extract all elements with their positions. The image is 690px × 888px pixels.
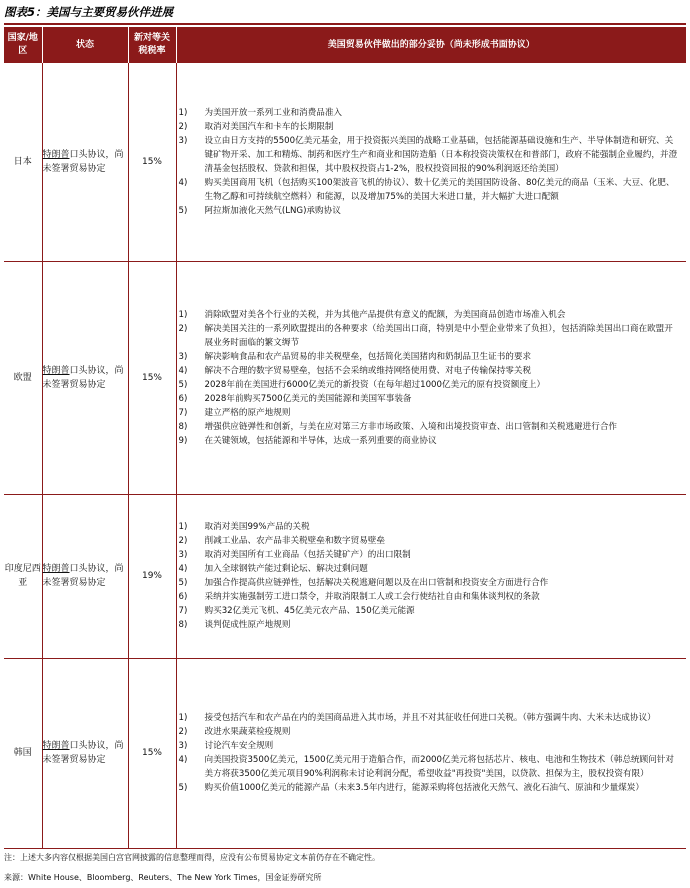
- status-tail: 口头协议，尚未签署贸易协定: [42, 365, 124, 390]
- list-item: [177, 364, 687, 378]
- header-rate: 新对等关税税率: [128, 27, 176, 63]
- item-number: 5): [178, 379, 188, 390]
- commitments-list: [177, 306, 687, 450]
- item-text: 采纳并实施强制劳工进口禁令，并取消限制工人或工会行使结社自由和集体谈判权的条款: [204, 592, 540, 602]
- item-number: 1): [178, 107, 188, 118]
- list-item: [177, 350, 687, 364]
- country-cell: 欧盟: [4, 261, 42, 494]
- rate-cell: 15%: [128, 658, 176, 848]
- item-number: 6): [178, 592, 188, 602]
- item-number: 2): [178, 323, 188, 334]
- table-note: 注：上述大多内容仅根据美国白宫官网披露的信息整理而得，应没有公布贸易协定文本前仍存在不确定性。: [4, 853, 380, 862]
- item-text: 改进水果蔬菜检疫规则: [204, 727, 291, 737]
- list-item: [177, 753, 687, 781]
- item-number: 2): [178, 121, 188, 132]
- item-number: 3): [178, 351, 188, 362]
- list-item: [177, 204, 687, 218]
- country-cell: 日本: [4, 63, 42, 261]
- item-text: 购买价值1000亿美元的能源产品（未来3.5年内进行，能源采购将包括液化天然气、液化石油气、原油和少量煤炭）: [204, 783, 644, 793]
- table-row: [4, 494, 686, 658]
- table-row: [4, 261, 686, 494]
- commitments-list: [177, 518, 687, 634]
- table-header-row: [4, 27, 686, 63]
- status-head: 特朗普: [42, 741, 70, 751]
- table-row: [4, 658, 686, 848]
- item-text: 购买美国商用飞机（包括购买100架波音飞机的协议）、数十亿美元的美国国防设备、80亿美元的商品（玉米、大豆、化肥、生物乙醇和可持续航空燃料）和能源，以及增加75%的美国大米进口量，并大幅扩大进口配额: [204, 177, 675, 202]
- list-item: [177, 420, 687, 434]
- item-text: 设立由日方支持的5500亿美元基金，用于投资振兴美国的战略工业基础，包括能源基础设施和生产、半导体制造和研究、关键矿物开采、加工和精炼、制药和医疗生产和商业和国防造船（日本称投资决策权在和普部门，政府不能强制企业履约，并澄清基金包括股权、贷款和担保，其中股权投资占1-2%，股权投资回报的90%利润返还给美国）: [204, 135, 678, 174]
- header-country: 国家/地区: [4, 27, 42, 63]
- item-number: 3): [178, 550, 188, 560]
- item-text: 取消对美国99%产品的关税: [204, 522, 310, 532]
- rate-cell: 15%: [128, 261, 176, 494]
- list-item: [177, 322, 687, 350]
- country-cell: 韩国: [4, 658, 42, 848]
- header-commitments: 美国贸易伙伴做出的部分妥协（尚未形成书面协议）: [176, 27, 686, 63]
- list-item: [177, 711, 687, 725]
- item-number: 4): [178, 365, 188, 376]
- status-tail: 口头协议，尚未签署贸易协定: [42, 564, 124, 588]
- item-text: 谈判促成性原产地规则: [204, 620, 291, 630]
- item-text: 解决美国关注的一系列欧盟提出的各种要求（给美国出口商，特别是中小型企业带来了负担），包括消除美国出口商在欧盟开展业务时面临的繁文缛节: [204, 323, 673, 348]
- list-item: [177, 308, 687, 322]
- status-head: 特朗普: [42, 365, 70, 376]
- list-item: [177, 106, 687, 120]
- item-number: 5): [178, 578, 188, 588]
- item-number: 4): [178, 177, 188, 188]
- list-item: [177, 534, 687, 548]
- figure-title: 图表5：美国与主要贸易伙伴进展: [4, 5, 173, 19]
- item-number: 8): [178, 620, 188, 630]
- commitments-cell: [176, 658, 686, 848]
- item-number: 5): [178, 205, 188, 216]
- rate-cell: 15%: [128, 63, 176, 261]
- list-item: [177, 576, 687, 590]
- status-head: 特朗普: [42, 564, 70, 574]
- list-item: [177, 739, 687, 753]
- list-item: [177, 618, 687, 632]
- item-text: 解决不合理的数字贸易壁垒，包括不会采纳或维持网络使用费、对电子传输保持零关税: [204, 365, 532, 376]
- item-number: 3): [178, 741, 188, 751]
- item-text: 2028年前在美国进行6000亿美元的新投资（在每年超过1000亿美元的原有投资额度上）: [204, 379, 546, 390]
- status-tail: 口头协议，尚未签署贸易协定: [42, 149, 124, 174]
- item-text: 阿拉斯加液化天然气(LNG)承购协议: [204, 205, 341, 216]
- status-head: 特朗普: [42, 149, 70, 160]
- progress-table: [4, 27, 686, 849]
- item-text: 接受包括汽车和农产品在内的美国商品进入其市场，并且不对其征收任何进口关税。（韩方强调牛肉、大米未达成协议）: [204, 713, 656, 723]
- commitments-list: [177, 709, 687, 797]
- commitments-cell: [176, 63, 686, 261]
- item-number: 8): [178, 421, 188, 432]
- list-item: [177, 120, 687, 134]
- list-item: [177, 520, 687, 534]
- item-number: 5): [178, 783, 188, 793]
- item-number: 3): [178, 135, 188, 146]
- item-text: 增强供应链弹性和创新，与美在应对第三方非市场政策、入境和出境投资审查、出口管制和关税逃避进行合作: [204, 421, 618, 432]
- status-tail: 口头协议，尚未签署贸易协定: [42, 741, 124, 765]
- commitments-cell: [176, 261, 686, 494]
- list-item: [177, 176, 687, 204]
- status-cell: [42, 658, 128, 848]
- title-bar: [4, 3, 686, 25]
- table-body: [4, 63, 686, 848]
- commitments-cell: [176, 494, 686, 658]
- table-source: 来源：White House、Bloomberg、Reuters、The New York Times，国金证券研究所: [4, 873, 322, 882]
- item-text: 2028年前购买7500亿美元的美国能源和美国军事装备: [204, 393, 412, 404]
- item-text: 在关键领域，包括能源和半导体，达成一系列重要的商业协议: [204, 435, 437, 446]
- commitments-list: [177, 104, 687, 220]
- item-text: 为美国开放一系列工业和消费品准入: [204, 107, 343, 118]
- list-item: [177, 378, 687, 392]
- list-item: [177, 406, 687, 420]
- list-item: [177, 604, 687, 618]
- item-text: 削减工业品、农产品非关税壁垒和数字贸易壁垒: [204, 536, 385, 546]
- status-cell: [42, 494, 128, 658]
- item-number: 1): [178, 522, 188, 532]
- list-item: [177, 134, 687, 176]
- item-number: 2): [178, 727, 188, 737]
- item-text: 讨论汽车安全规则: [204, 741, 274, 751]
- list-item: [177, 548, 687, 562]
- list-item: [177, 562, 687, 576]
- item-text: 解决影响食品和农产品贸易的非关税壁垒，包括简化美国猪肉和奶制品卫生证书的要求: [204, 351, 532, 362]
- list-item: [177, 781, 687, 795]
- item-text: 取消对美国汽车和卡车的长期限制: [204, 121, 334, 132]
- item-number: 6): [178, 393, 188, 404]
- rate-cell: 19%: [128, 494, 176, 658]
- list-item: [177, 434, 687, 448]
- item-number: 1): [178, 713, 188, 723]
- item-number: 4): [178, 755, 188, 765]
- item-number: 2): [178, 536, 188, 546]
- list-item: [177, 392, 687, 406]
- item-number: 7): [178, 407, 188, 418]
- status-cell: [42, 261, 128, 494]
- item-number: 7): [178, 606, 188, 616]
- item-text: 购买32亿美元飞机、45亿美元农产品、150亿美元能源: [204, 606, 415, 616]
- item-number: 1): [178, 309, 188, 320]
- item-text: 消除欧盟对美各个行业的关税，并为其他产品提供有意义的配额，为美国商品创造市场准入机会: [204, 309, 566, 320]
- list-item: [177, 725, 687, 739]
- item-number: 9): [178, 435, 188, 446]
- item-text: 向美国投资3500亿美元，1500亿美元用于造船合作，而2000亿美元将包括芯片、核电、电池和生物技术（韩总统顾问针对美方将获3500亿美元项目90%利润称未讨论利润分配，希望收益"再投资"美国，以贷款、担保为主，股权投资有限）: [204, 755, 675, 779]
- item-text: 取消对美国所有工业商品（包括关键矿产）的出口限制: [204, 550, 411, 560]
- status-cell: [42, 63, 128, 261]
- item-text: 加强合作提高供应链弹性，包括解决关税逃避问题以及在出口管制和投资安全方面进行合作: [204, 578, 549, 588]
- list-item: [177, 590, 687, 604]
- table-row: [4, 63, 686, 261]
- item-number: 4): [178, 564, 188, 574]
- item-text: 建立严格的原产地规则: [204, 407, 291, 418]
- header-status: 状态: [42, 27, 128, 63]
- item-text: 加入全球钢铁产能过剩论坛、解决过剩问题: [204, 564, 368, 574]
- country-cell: 印度尼西亚: [4, 494, 42, 658]
